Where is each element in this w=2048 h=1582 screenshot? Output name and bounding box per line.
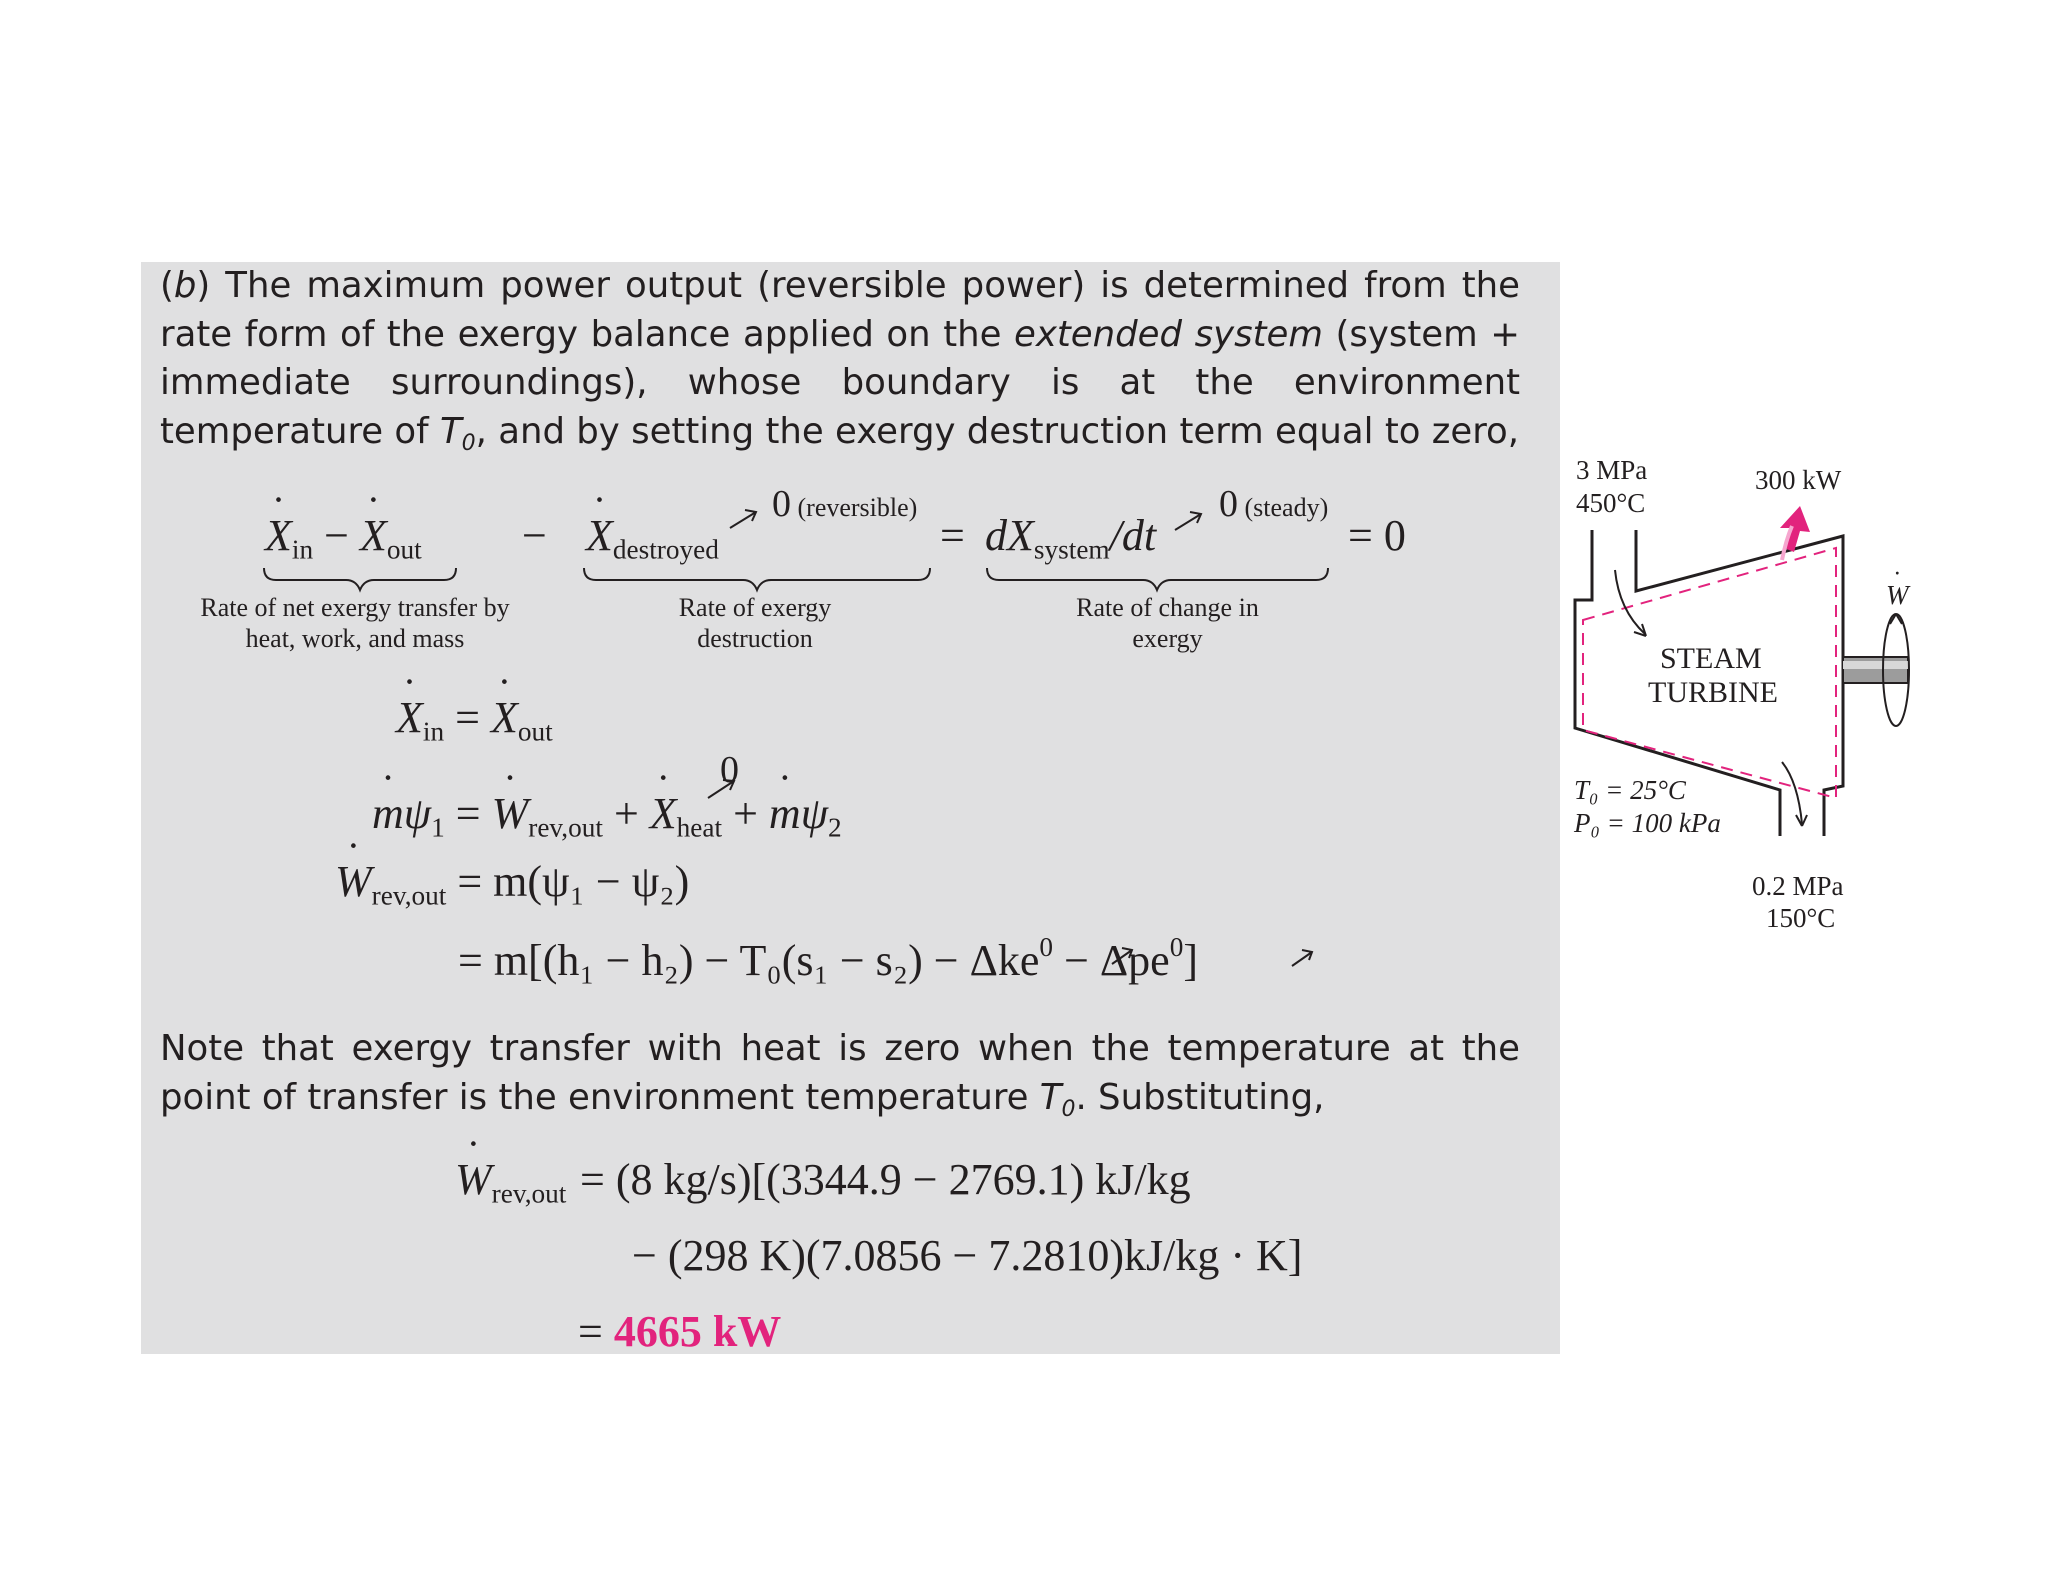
part-marker: b (173, 265, 197, 306)
balance-equals-zero: = 0 (1348, 511, 1406, 560)
emphasis-extended-system: extended system (1014, 313, 1323, 355)
outlet-temperature: 150°C (1766, 903, 1836, 933)
derivation-line-4: = m[(h₁ − h₂) − T₀(s₁ − s₂) − Δke$^0$ − Δpe$^0$] (458, 932, 1198, 986)
power-output-label: 300 kW (1755, 465, 1842, 495)
steady-zero-note: 0 (steady) (1219, 483, 1329, 525)
device-label-line-1: STEAM (1660, 642, 1762, 675)
intro-paragraph: (b) The maximum power output (reversible power) is determined from the rate form of the exergy balance applied on the extended system (system + immediate surroundings), whose boundary is at the environment temperature of $T_0$, and by setting the exergy destruction term equal to zero, (160, 265, 1520, 456)
calc-line-1: = (8 kg/s)[(3344.9 − 2769.1) kJ/kg (580, 1155, 1191, 1204)
derivation-line-3: ˙ $W_{rev,out} = m(\psi_1 - \psi_2)$ (335, 856, 689, 912)
work-symbol: ˙ W (1886, 580, 1909, 611)
calc-result: = 4665 kW (578, 1307, 782, 1356)
inlet-pressure: 3 MPa (1576, 455, 1648, 485)
result-value: 4665 kW (613, 1307, 782, 1356)
derivation-line-1: ˙ $X_{in}$ = ˙ $X_{out}$ (396, 692, 553, 748)
balance-equals: = (940, 511, 965, 560)
calc-line-2: − (298 K)(7.0856 − 7.2810)kJ/kg · K] (632, 1231, 1303, 1280)
x-in-minus-x-out: ˙ $X_{in}$ − ˙ $X_{out}$ (265, 510, 422, 566)
label-exergy-destruction: Rate of exergy destruction (678, 593, 832, 653)
calc-w-rev-out: ˙ $W_{rev,out}$ (455, 1154, 566, 1210)
dx-system-dt: $dX_{system}/dt$ (985, 511, 1157, 565)
label-change-in-exergy: Rate of change in exergy (1076, 593, 1259, 653)
xheat-zero: 0 (720, 749, 739, 791)
symbol-t0: $T_0$ (439, 410, 476, 456)
label-net-exergy-transfer: Rate of net exergy transfer by heat, work, and mass (200, 593, 510, 653)
note-paragraph: Note that exergy transfer with heat is zero when the temperature at the point of transfer is the environment temperature $T_0$. Substituting, (160, 1028, 1520, 1122)
x-destroyed: ˙ $X_{destroyed}$ (586, 510, 719, 566)
balance-minus: − (522, 511, 547, 560)
environment-pressure: P₀ = 100 kPa (1574, 808, 1721, 838)
outlet-pressure: 0.2 MPa (1752, 871, 1844, 901)
device-label-line-2: TURBINE (1648, 676, 1778, 709)
reversible-zero-note: 0 (reversible) (772, 483, 918, 525)
symbol-t0-note: $T_0$ (1039, 1076, 1076, 1122)
derivation-line-2: ˙ $m\psi_1$ = ˙ $W_{rev,out}$ + ˙ $X_{heat}$ + ˙ $m\psi_2$ (372, 788, 842, 844)
environment-temperature: T₀ = 25°C (1574, 775, 1686, 805)
inlet-temperature: 450°C (1576, 488, 1646, 518)
